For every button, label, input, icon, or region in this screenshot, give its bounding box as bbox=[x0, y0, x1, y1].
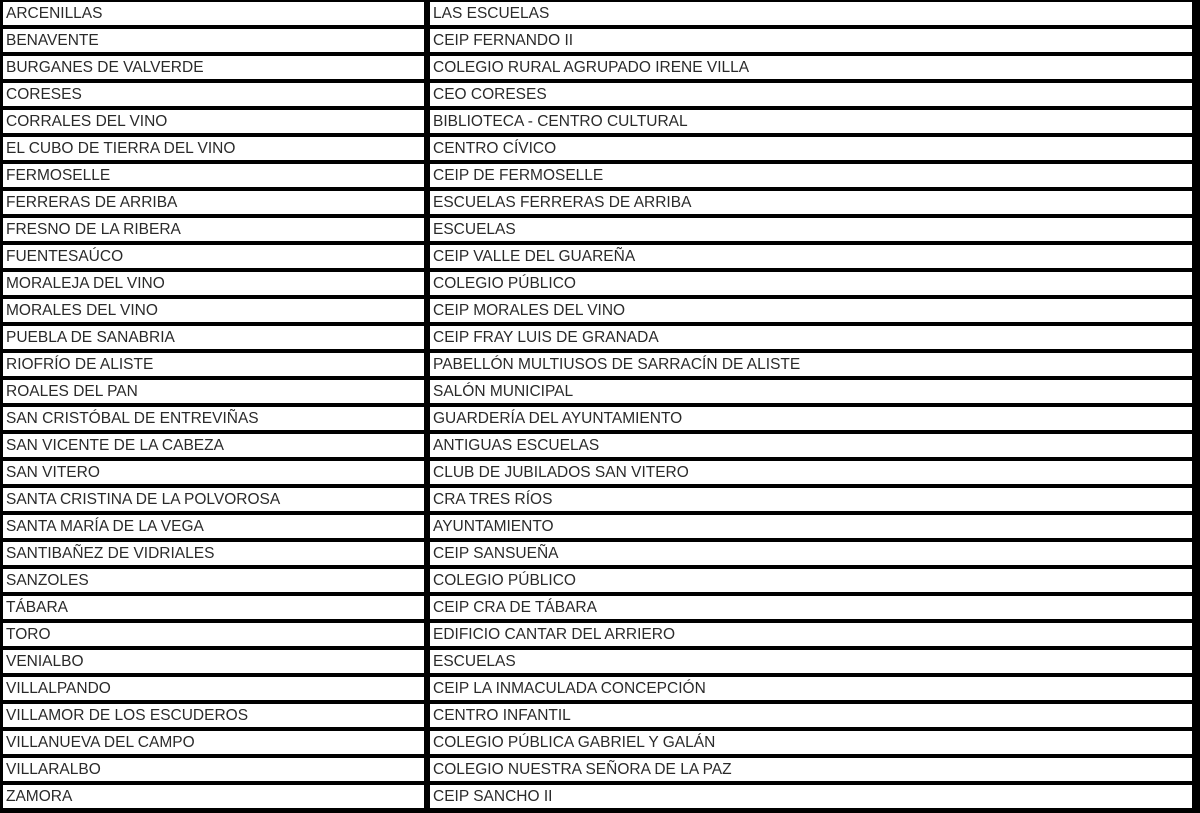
table-row bbox=[0, 434, 1200, 457]
municipality-cell: VENIALBO bbox=[3, 650, 424, 673]
venue-cell: COLEGIO NUESTRA SEÑORA DE LA PAZ bbox=[430, 758, 1192, 781]
venue-cell: CEO CORESES bbox=[430, 83, 1192, 106]
table-row bbox=[0, 758, 1200, 781]
municipality-cell: VILLALPANDO bbox=[3, 677, 424, 700]
venue-cell: ANTIGUAS ESCUELAS bbox=[430, 434, 1192, 457]
venue-cell: CEIP LA INMACULADA CONCEPCIÓN bbox=[430, 677, 1192, 700]
table-row bbox=[0, 731, 1200, 754]
venue-cell: CEIP CRA DE TÁBARA bbox=[430, 596, 1192, 619]
table-row bbox=[0, 191, 1200, 214]
municipality-cell: TÁBARA bbox=[3, 596, 424, 619]
municipality-cell: FERRERAS DE ARRIBA bbox=[3, 191, 424, 214]
venue-cell: ESCUELAS FERRERAS DE ARRIBA bbox=[430, 191, 1192, 214]
municipality-cell: SANTA MARÍA DE LA VEGA bbox=[3, 515, 424, 538]
table-row bbox=[0, 272, 1200, 295]
table-row bbox=[0, 488, 1200, 511]
venue-cell: COLEGIO RURAL AGRUPADO IRENE VILLA bbox=[430, 56, 1192, 79]
venue-cell: LAS ESCUELAS bbox=[430, 2, 1192, 25]
table-row bbox=[0, 677, 1200, 700]
venue-cell: ESCUELAS bbox=[430, 650, 1192, 673]
table-row bbox=[0, 596, 1200, 619]
venue-cell: CEIP SANCHO II bbox=[430, 785, 1192, 808]
venue-cell: CEIP FERNANDO II bbox=[430, 29, 1192, 52]
table-row bbox=[0, 29, 1200, 52]
municipality-cell: ZAMORA bbox=[3, 785, 424, 808]
municipality-cell: VILLANUEVA DEL CAMPO bbox=[3, 731, 424, 754]
table-row bbox=[0, 650, 1200, 673]
municipality-cell: SANZOLES bbox=[3, 569, 424, 592]
table-row bbox=[0, 2, 1200, 25]
municipality-cell: EL CUBO DE TIERRA DEL VINO bbox=[3, 137, 424, 160]
venue-cell: CEIP FRAY LUIS DE GRANADA bbox=[430, 326, 1192, 349]
table-row bbox=[0, 623, 1200, 646]
municipality-cell: RIOFRÍO DE ALISTE bbox=[3, 353, 424, 376]
municipality-cell: ARCENILLAS bbox=[3, 2, 424, 25]
municipality-cell: FUENTESAÚCO bbox=[3, 245, 424, 268]
municipality-cell: SAN VITERO bbox=[3, 461, 424, 484]
table-row bbox=[0, 137, 1200, 160]
venue-cell: CRA TRES RÍOS bbox=[430, 488, 1192, 511]
venue-cell: ESCUELAS bbox=[430, 218, 1192, 241]
venue-cell: COLEGIO PÚBLICO bbox=[430, 272, 1192, 295]
table-row bbox=[0, 326, 1200, 349]
municipality-cell: BENAVENTE bbox=[3, 29, 424, 52]
table-row bbox=[0, 407, 1200, 430]
municipality-cell: CORESES bbox=[3, 83, 424, 106]
municipality-cell: VILLAMOR DE LOS ESCUDEROS bbox=[3, 704, 424, 727]
municipality-cell: VILLARALBO bbox=[3, 758, 424, 781]
table-row bbox=[0, 785, 1200, 808]
municipality-cell: SANTIBAÑEZ DE VIDRIALES bbox=[3, 542, 424, 565]
venue-cell: CENTRO INFANTIL bbox=[430, 704, 1192, 727]
municipality-cell: SAN VICENTE DE LA CABEZA bbox=[3, 434, 424, 457]
municipality-cell: FRESNO DE LA RIBERA bbox=[3, 218, 424, 241]
table-row bbox=[0, 353, 1200, 376]
table-row bbox=[0, 245, 1200, 268]
table-row bbox=[0, 164, 1200, 187]
venue-cell: COLEGIO PÚBLICA GABRIEL Y GALÁN bbox=[430, 731, 1192, 754]
venue-cell: GUARDERÍA DEL AYUNTAMIENTO bbox=[430, 407, 1192, 430]
table-row bbox=[0, 515, 1200, 538]
venue-cell: CLUB DE JUBILADOS SAN VITERO bbox=[430, 461, 1192, 484]
venue-cell: CEIP DE FERMOSELLE bbox=[430, 164, 1192, 187]
venue-cell: CEIP SANSUEÑA bbox=[430, 542, 1192, 565]
venue-cell: CENTRO CÍVICO bbox=[430, 137, 1192, 160]
venue-cell: BIBLIOTECA - CENTRO CULTURAL bbox=[430, 110, 1192, 133]
table-row bbox=[0, 299, 1200, 322]
table-row bbox=[0, 380, 1200, 403]
table-row bbox=[0, 542, 1200, 565]
table-row bbox=[0, 83, 1200, 106]
municipality-cell: MORALES DEL VINO bbox=[3, 299, 424, 322]
municipality-cell: PUEBLA DE SANABRIA bbox=[3, 326, 424, 349]
venue-cell: COLEGIO PÚBLICO bbox=[430, 569, 1192, 592]
table-row bbox=[0, 569, 1200, 592]
venue-cell: CEIP MORALES DEL VINO bbox=[430, 299, 1192, 322]
municipality-cell: SANTA CRISTINA DE LA POLVOROSA bbox=[3, 488, 424, 511]
table-row bbox=[0, 218, 1200, 241]
venue-cell: AYUNTAMIENTO bbox=[430, 515, 1192, 538]
table-row bbox=[0, 56, 1200, 79]
venue-cell: SALÓN MUNICIPAL bbox=[430, 380, 1192, 403]
municipality-cell: ROALES DEL PAN bbox=[3, 380, 424, 403]
table-row bbox=[0, 110, 1200, 133]
municipality-cell: SAN CRISTÓBAL DE ENTREVIÑAS bbox=[3, 407, 424, 430]
venue-cell: CEIP VALLE DEL GUAREÑA bbox=[430, 245, 1192, 268]
municipality-cell: FERMOSELLE bbox=[3, 164, 424, 187]
table-row bbox=[0, 461, 1200, 484]
table-row bbox=[0, 704, 1200, 727]
municipality-cell: BURGANES DE VALVERDE bbox=[3, 56, 424, 79]
municipality-cell: MORALEJA DEL VINO bbox=[3, 272, 424, 295]
venue-cell: PABELLÓN MULTIUSOS DE SARRACÍN DE ALISTE bbox=[430, 353, 1192, 376]
municipality-cell: TORO bbox=[3, 623, 424, 646]
municipality-cell: CORRALES DEL VINO bbox=[3, 110, 424, 133]
venue-cell: EDIFICIO CANTAR DEL ARRIERO bbox=[430, 623, 1192, 646]
